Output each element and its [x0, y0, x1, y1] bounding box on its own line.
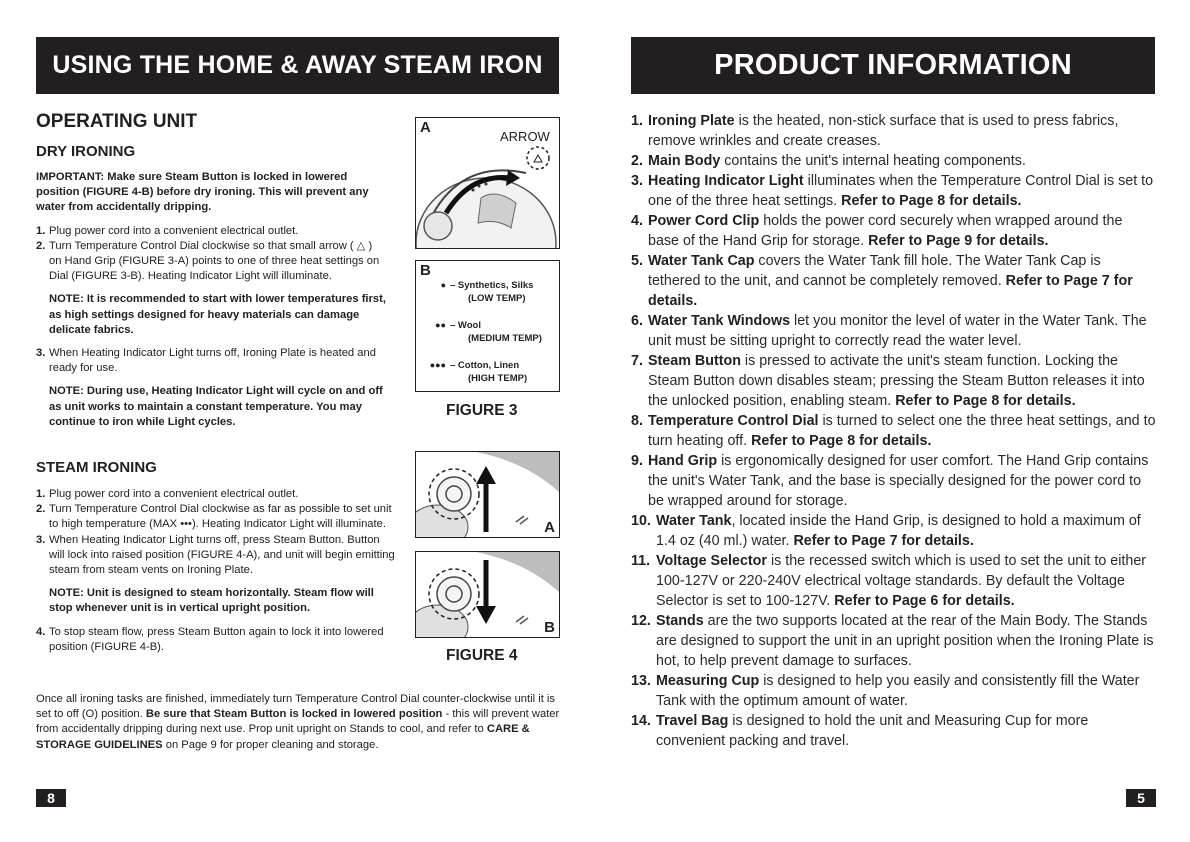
setting-temp: (MEDIUM TEMP): [468, 333, 542, 344]
step-text: When Heating Indicator Light turns off, Ironing Plate is heated and ready for use.: [49, 347, 376, 375]
steam-button-raised-illustration: [416, 452, 559, 537]
item-number: 10.: [631, 513, 651, 529]
list-item: [631, 451, 1157, 511]
steam-step-4: [36, 625, 398, 655]
item-number: 4.: [631, 213, 643, 229]
list-item: [631, 411, 1157, 451]
closing-text-bold-1: Be sure that Steam Button is locked in lowered position: [145, 708, 443, 721]
dry-ironing-section: [36, 170, 386, 438]
step-number: 3.: [36, 347, 46, 360]
list-item: [631, 171, 1157, 211]
item-number: 2.: [631, 153, 643, 169]
list-item: [631, 151, 1157, 171]
item-text: let you monitor the level of water in the Water Tank. The unit must be sitting upright to correctly read the water level.: [648, 313, 1147, 349]
item-number: 5.: [631, 253, 643, 269]
figure-4a-panel: [415, 451, 560, 538]
list-item: [631, 311, 1157, 351]
figure-3a-panel: [415, 117, 560, 249]
item-page-ref: Refer to Page 8 for details.: [751, 433, 932, 449]
item-term: Travel Bag: [656, 713, 729, 729]
step-number: 2.: [36, 503, 46, 516]
setting-fabric: – Wool: [450, 320, 481, 331]
heat-dots: ●●●: [429, 360, 446, 370]
item-text: , located inside the Hand Grip, is designed to hold a maximum of 1.4 oz (40 ml.) water.: [656, 513, 1141, 549]
setting-temp: (LOW TEMP): [468, 293, 526, 304]
item-number: 13.: [631, 673, 651, 689]
item-page-ref: Refer to Page 8 for details.: [841, 193, 1022, 209]
item-page-ref: Refer to Page 8 for details.: [895, 393, 1076, 409]
item-text: is turned to select one the three heat settings, and to turn heating off.: [648, 413, 1156, 449]
item-number: 1.: [631, 113, 643, 129]
item-term: Measuring Cup: [656, 673, 760, 689]
item-number: 14.: [631, 713, 651, 729]
list-item: [631, 351, 1157, 411]
item-term: Heating Indicator Light: [648, 173, 804, 189]
closing-text-1: Once all ironing tasks are finished, immediately turn Temperature Control Dial counter-clockwise until it is set to off (O) position.: [36, 693, 555, 721]
right-page-banner: [631, 37, 1155, 94]
note-lower-temps: NOTE: It is recommended to start with lower temperatures first, as high settings designed for heavy materials can damage delicate fabrics.: [49, 293, 386, 336]
figure-4b-panel: [415, 551, 560, 638]
item-number: 7.: [631, 353, 643, 369]
list-item: [36, 346, 386, 376]
list-item: [631, 211, 1157, 251]
item-term: Stands: [656, 613, 704, 629]
item-term: Water Tank Cap: [648, 253, 755, 269]
step-text: Plug power cord into a convenient electrical outlet.: [49, 488, 299, 500]
item-text: holds the power cord securely when wrapped around the base of the Hand Grip for storage.: [648, 213, 1123, 249]
list-item: [36, 224, 386, 239]
closing-text-3: on Page 9 for proper cleaning and storage.: [162, 738, 379, 751]
list-item: [631, 251, 1157, 311]
item-term: Voltage Selector: [656, 553, 767, 569]
figure-4-caption: FIGURE 4: [446, 647, 518, 664]
dry-steps: [36, 224, 386, 285]
list-item: [36, 502, 398, 532]
item-text: is designed to hold the unit and Measuring Cup for more convenient packing and travel.: [656, 713, 1089, 749]
item-term: Main Body: [648, 153, 721, 169]
list-item: [631, 611, 1157, 671]
heat-dots: ●●: [435, 320, 446, 330]
item-text: are the two supports located at the rear of the Main Body. The Stands are designed to support the unit in an upright position when the Ironing Plate is hot, to help prevent damage to surfaces.: [656, 613, 1154, 669]
item-text: is the heated, non-stick surface that is used to press fabrics, remove wrinkles and create creases.: [648, 113, 1119, 149]
arrow-label: ARROW: [500, 129, 550, 144]
item-page-ref: Refer to Page 9 for details.: [868, 233, 1049, 249]
note-light-cycles: NOTE: During use, Heating Indicator Light will cycle on and off as unit works to maintain a constant temperature. You may continue to iron while Light cycles.: [49, 385, 383, 428]
item-term: Power Cord Clip: [648, 213, 760, 229]
steam-steps: [36, 487, 398, 578]
step-text: Turn Temperature Control Dial clockwise as far as possible to set unit to high temperature (MAX •••). Heating Indicator Light will illuminate.: [49, 503, 392, 531]
panel-label: A: [544, 519, 555, 536]
step-text: To stop steam flow, press Steam Button again to lock it into lowered position (FIGURE 4-B).: [49, 625, 384, 653]
panel-label: A: [420, 119, 431, 136]
item-number: 8.: [631, 413, 643, 429]
step-number: 2.: [36, 239, 46, 252]
heat-setting-high: [429, 359, 528, 385]
item-text: covers the Water Tank fill hole. The Water Tank Cap is tethered to the unit, and cannot be completely removed.: [648, 253, 1101, 289]
note-steam-horizontal: NOTE: Unit is designed to steam horizontally. Steam flow will stop whenever unit is in vertical upright position.: [49, 587, 374, 615]
item-number: 3.: [631, 173, 643, 189]
item-number: 11.: [631, 553, 651, 569]
item-term: Water Tank Windows: [648, 313, 791, 329]
closing-paragraph: [36, 692, 560, 753]
product-info-list: [631, 111, 1157, 751]
list-item: [36, 487, 398, 502]
setting-temp: (HIGH TEMP): [468, 373, 528, 384]
setting-fabric: – Synthetics, Silks: [450, 280, 534, 291]
item-number: 12.: [631, 613, 651, 629]
right-banner-title: PRODUCT INFORMATION: [714, 49, 1072, 81]
list-item: [631, 111, 1157, 151]
steam-ironing-section: [36, 487, 398, 655]
heat-setting-medium: [435, 319, 542, 345]
item-text: is ergonomically designed for user comfort. The Hand Grip contains the unit's Water Tank, and the base is specially designed for the power cord to be wrapped around for storage.: [648, 453, 1149, 509]
step-text: Turn Temperature Control Dial clockwise so that small arrow ( △ ) on Hand Grip (FIGURE 3-A) points to one of three heat settings on Dial (FIGURE 3-B). Heating Indicator Light will illuminate.: [49, 239, 380, 283]
item-text: illuminates when the Temperature Control Dial is set to one of the three heat settings.: [648, 173, 1154, 209]
list-item: [631, 711, 1157, 751]
step-number: 3.: [36, 533, 46, 546]
list-item: [631, 511, 1157, 551]
item-text: is designed to help you easily and consistently fill the Water Tank with the optimum amount of water.: [656, 673, 1140, 709]
closing-text-2: - this will prevent water from accidentally dripping during next use. Prop unit upright on Stands to cool, and refer to: [36, 708, 560, 736]
dry-step-3: [36, 346, 386, 376]
panel-label: B: [544, 619, 555, 636]
steam-ironing-heading: STEAM IRONING: [36, 459, 157, 476]
item-term: Water Tank: [656, 513, 732, 529]
left-banner-title: USING THE HOME & AWAY STEAM IRON: [52, 51, 543, 79]
right-page-number: 5: [1126, 789, 1156, 807]
step-number: 1.: [36, 224, 46, 237]
important-notice: IMPORTANT: Make sure Steam Button is locked in lowered position (FIGURE 4-B) before dry ironing. This will prevent any water from accidentally dripping.: [36, 171, 369, 214]
step-number: 4.: [36, 625, 46, 638]
steam-button-lowered-illustration: [416, 552, 559, 637]
step-text: When Heating Indicator Light turns off, press Steam Button. Button will lock into raised position (FIGURE 4-A), and unit will begin emitting steam from steam vents on Ironing Plate.: [49, 533, 395, 577]
item-text: is the recessed switch which is used to set the unit to either 100-127V or 220-240V electrical voltage standards. By default the Voltage Selector is set to 100-127V.: [656, 553, 1147, 609]
figure-3-caption: FIGURE 3: [446, 402, 518, 419]
item-page-ref: Refer to Page 7 for details.: [793, 533, 974, 549]
item-number: 9.: [631, 453, 643, 469]
step-text: Plug power cord into a convenient electrical outlet.: [49, 224, 299, 237]
item-term: Temperature Control Dial: [648, 413, 819, 429]
item-page-ref: Refer to Page 6 for details.: [834, 593, 1015, 609]
setting-fabric: – Cotton, Linen: [450, 360, 520, 371]
left-page-banner: [36, 37, 559, 94]
item-term: Hand Grip: [648, 453, 718, 469]
panel-label: B: [420, 262, 431, 279]
item-text: is pressed to activate the unit's steam function. Locking the Steam Button down disables steam; pressing the Steam Button releases it into the unlocked position, enabling steam.: [648, 353, 1145, 409]
heat-setting-low: [440, 279, 534, 305]
list-item: [36, 239, 386, 285]
item-term: Ironing Plate: [648, 113, 735, 129]
item-term: Steam Button: [648, 353, 741, 369]
list-item: [36, 533, 398, 579]
dry-ironing-heading: DRY IRONING: [36, 143, 136, 160]
left-page-number: 8: [36, 789, 66, 807]
item-page-ref: Refer to Page 7 for details.: [648, 273, 1133, 309]
section-title: OPERATING UNIT: [36, 111, 198, 132]
step-number: 1.: [36, 488, 46, 500]
list-item: [631, 671, 1157, 711]
list-item: [36, 625, 398, 655]
item-text: contains the unit's internal heating components.: [720, 153, 1026, 169]
heat-dots: ●: [440, 280, 446, 290]
item-number: 6.: [631, 313, 643, 329]
figure-3b-panel: [415, 260, 560, 392]
closing-text-bold-2: CARE & STORAGE GUIDELINES: [36, 723, 530, 751]
list-item: [631, 551, 1157, 611]
